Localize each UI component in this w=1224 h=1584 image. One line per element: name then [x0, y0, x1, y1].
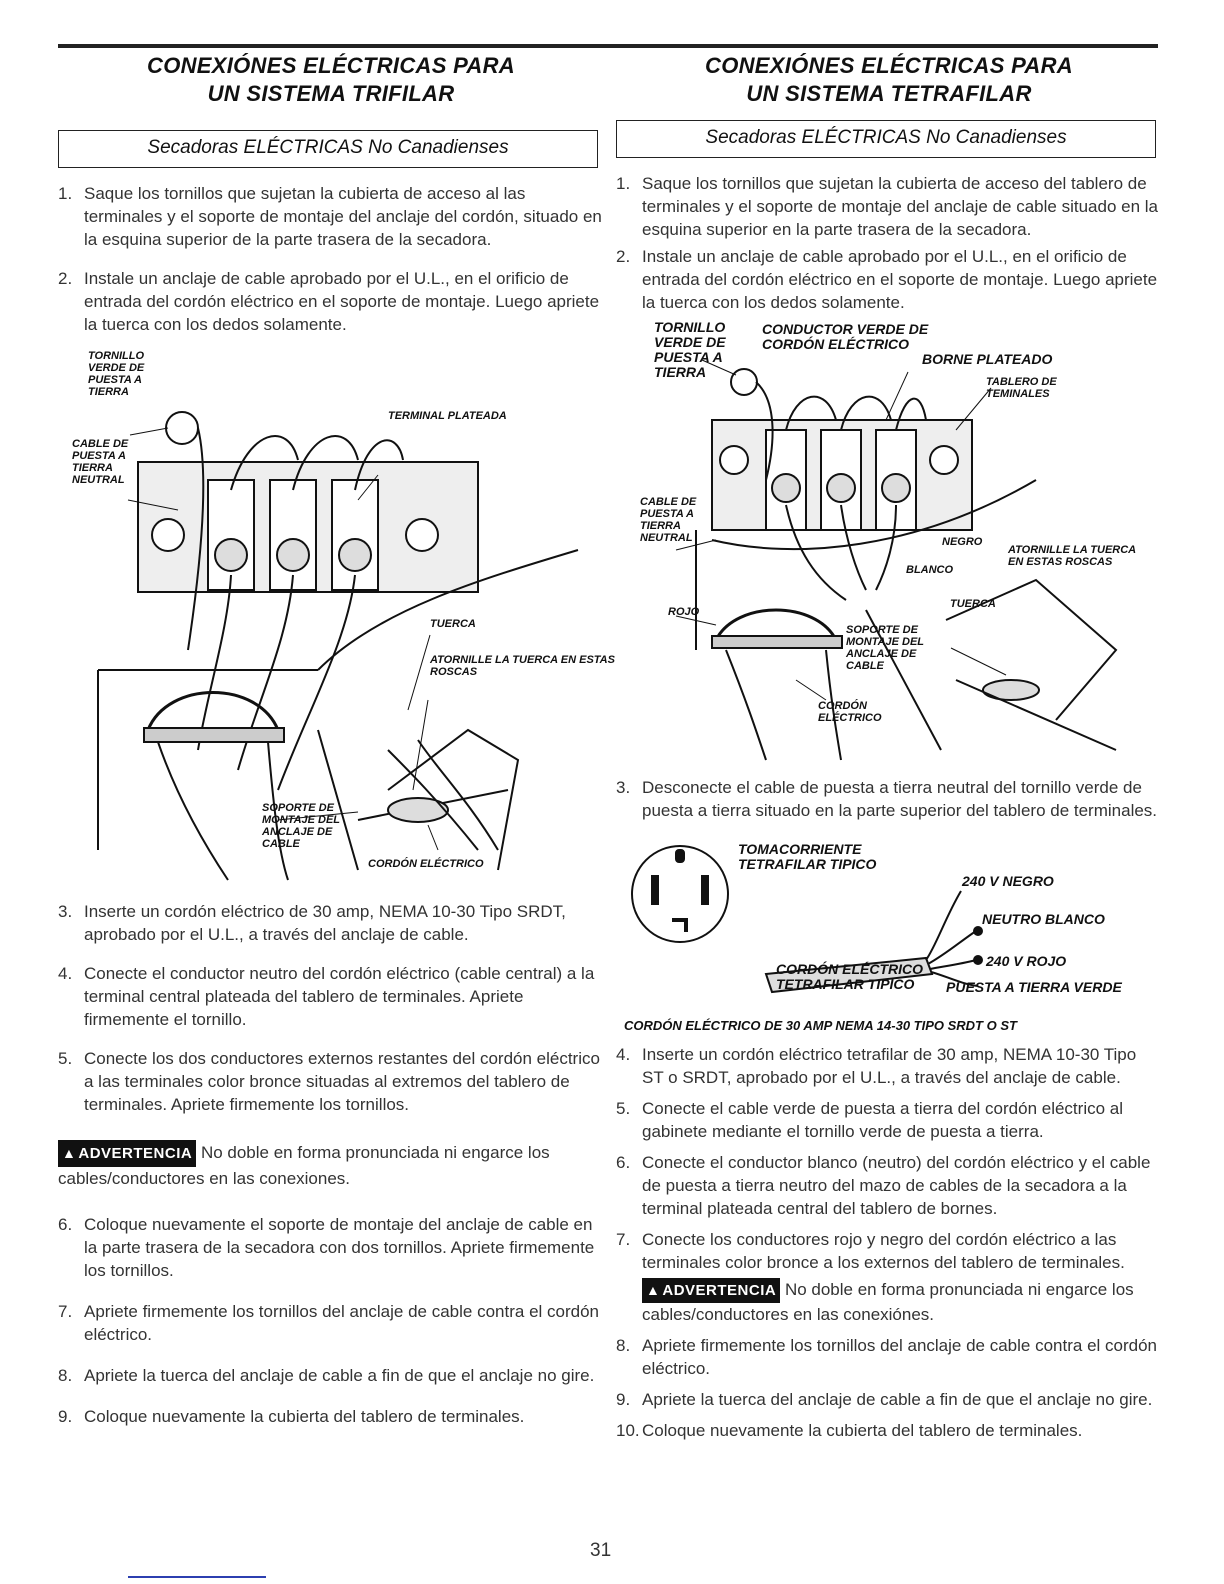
cord-caption: CORDÓN ELÉCTRICO DE 30 AMP NEMA 14-30 TIPO SRDT O ST: [624, 1018, 1017, 1033]
right-steps-3: [616, 776, 1162, 822]
outlet-label: TOMACORRIENTE TETRAFILAR TIPICO: [738, 841, 877, 872]
right-label-nut: TUERCA: [950, 598, 996, 610]
outlet-label-cord: CORDÓN ELÉCTRICO TETRAFILAR TIPICO: [776, 961, 923, 992]
right-label-silver-post: BORNE PLATEADO: [922, 351, 1053, 367]
left-step-5: 5. Conecte los dos conductores externos restantes del cordón eléctrico a las terminales color bronce situadas al extremos del tablero de terminales. Apriete firmemente los tornillos.: [58, 1049, 600, 1114]
left-warning-text: No doble en forma pronunciada ni engarce los cables/conductores en las conexiones.: [58, 1143, 550, 1188]
right-step-2: 2. Instale un anclaje de cable aprobado por el U.L., en el orificio de entrada del cordón eléctrico en el soporte de montaje. Luego apriete la tuerca con los dedos solamente.: [616, 247, 1158, 312]
left-steps-a: [58, 182, 604, 336]
right-subtitle: Secadoras ELÉCTRICAS No Canadienses: [705, 127, 1067, 148]
page-number: 31: [590, 1540, 612, 1561]
left-step-9: 9. Coloque nuevamente la cubierta del tablero de terminales.: [58, 1407, 525, 1426]
right-steps-b: [616, 1043, 1162, 1274]
right-label-black: NEGRO: [942, 536, 983, 548]
outlet-label-240-black: 240 V NEGRO: [962, 873, 1054, 889]
right-warning: [616, 1278, 1162, 1326]
right-step-10: 10. Coloque nuevamente la cubierta del tablero de terminales.: [616, 1421, 1083, 1440]
right-warning-text: No doble en forma pronunciada ni engarce los cables/conductores en las conexiónes.: [642, 1280, 1134, 1324]
right-label-ground-screw: TORNILLO VERDE DE PUESTA A TIERRA: [654, 319, 726, 380]
right-step-4: 4. Inserte un cordón eléctrico tetrafilar de 30 amp, NEMA 10-30 Tipo ST o SRDT, aprobado por el U.L., a través del anclaje de cable.: [616, 1045, 1137, 1087]
left-subtitle-box: [58, 130, 598, 168]
right-title-line1: CONEXIÓNES ELÉCTRICAS PARA: [705, 53, 1073, 78]
left-wiring-diagram: [58, 350, 615, 890]
outlet-label-neutral-white: NEUTRO BLANCO: [982, 911, 1105, 927]
right-title-line2: UN SISTEMA TETRAFILAR: [746, 81, 1032, 106]
right-step-6: 6. Conecte el conductor blanco (neutro) del cordón eléctrico y el cable de puesta a tierra neutro del mazo de cables de la secadora a la terminal plateada central del tablero de bornes.: [616, 1153, 1151, 1218]
left-subtitle: Secadoras ELÉCTRICAS No Canadienses: [147, 137, 509, 158]
right-label-cord: CORDÓN ELÉCTRICO: [818, 700, 882, 724]
right-wiring-diagram: [616, 320, 1162, 776]
left-steps-c: [58, 1213, 604, 1428]
right-step-9: 9. Apriete la tuerca del anclaje de cable a fin de que el anclaje no gire.: [616, 1390, 1153, 1409]
right-label-terminal-board: TABLERO DE TEMINALES: [986, 376, 1057, 400]
right-step-8: 8. Apriete firmemente los tornillos del anclaje de cable contra el cordón eléctrico.: [616, 1336, 1157, 1378]
right-label-tighten: ATORNILLE LA TUERCA EN ESTAS ROSCAS: [1008, 544, 1136, 568]
right-column: [616, 52, 1162, 1442]
left-step-3: 3. Inserte un cordón eléctrico de 30 amp, NEMA 10-30 Tipo SRDT, aprobado por el U.L., a través del anclaje de cable.: [58, 902, 566, 944]
right-label-green-conductor: CONDUCTOR VERDE DE CORDÓN ELÉCTRICO: [762, 321, 929, 352]
left-warning-badge: ▲ ADVERTENCIA: [58, 1140, 196, 1167]
right-subtitle-box: [616, 120, 1156, 158]
left-steps-b: [58, 900, 604, 1116]
left-step-7: 7. Apriete firmemente los tornillos del anclaje de cable contra el cordón eléctrico.: [58, 1302, 599, 1344]
left-step-6: 6. Coloque nuevamente el soporte de montaje del anclaje de cable en la parte trasera de la secadora con dos tornillos. Apriete firmemente los tornillos.: [58, 1215, 595, 1280]
left-step-2: 2. Instale un anclaje de cable aprobado por el U.L., en el orificio de entrada del cordón eléctrico en el soporte de montaje. Luego apriete la tuerca con los dedos solamente.: [58, 269, 600, 334]
outlet-label-240-red: 240 V ROJO: [986, 953, 1067, 969]
left-step-8: 8. Apriete la tuerca del anclaje de cable a fin de que el anclaje no gire.: [58, 1366, 595, 1385]
warning-triangle-icon: ▲: [646, 1282, 661, 1298]
left-label-nut: TUERCA: [430, 618, 476, 630]
left-step-1: 1. Saque los tornillos que sujetan la cubierta de acceso al las terminales y el soporte de montaje del anclaje del cordón, situado en la esquina superior de la parte trasera de la secadora.: [58, 184, 602, 249]
right-label-ground-cable: CABLE DE PUESTA A TIERRA NEUTRAL: [640, 496, 697, 544]
left-warning: [58, 1140, 604, 1191]
right-label-red: ROJO: [668, 606, 700, 618]
right-label-bracket: SOPORTE DE MONTAJE DEL ANCLAJE DE CABLE: [846, 624, 924, 672]
outlet-label-ground-green: PUESTA A TIERRA VERDE: [946, 979, 1122, 995]
right-step-3: 3. Desconecte el cable de puesta a tierra neutral del tornillo verde de puesta a tierra situado en la parte superior del tablero de terminales.: [616, 778, 1158, 820]
warning-triangle-icon: ▲: [62, 1145, 77, 1161]
left-column: [58, 52, 615, 1428]
top-rule: [58, 44, 1158, 48]
right-step-1: 1. Saque los tornillos que sujetan la cubierta de acceso del tablero de terminales y el soporte de montaje del anclaje de cable situado en la esquina superior en la parte trasera de la secadora.: [616, 174, 1158, 239]
footer-line: [128, 1576, 266, 1578]
left-title: [58, 52, 604, 108]
right-steps-c: [616, 1334, 1162, 1442]
left-label-silver-terminal: TERMINAL PLATEADA: [388, 410, 507, 422]
left-label-bracket: SOPORTE DE MONTAJE DEL ANCLAJE DE CABLE: [262, 802, 340, 850]
right-step-7: 7. Conecte los conductores rojo y negro del cordón eléctrico a las terminales color bronce a los externos del tablero de terminales.: [616, 1230, 1125, 1272]
left-label-cord: CORDÓN ELÉCTRICO: [368, 858, 484, 870]
left-step-4: 4. Conecte el conductor neutro del cordón eléctrico (cable central) a la terminal central plateada del tablero de terminales. Apriete firmemente el tornillo.: [58, 964, 595, 1029]
left-title-line1: CONEXIÓNES ELÉCTRICAS PARA: [147, 53, 515, 78]
right-step-5: 5. Conecte el cable verde de puesta a tierra del cordón eléctrico al gabinete mediante el tornillo verde de puesta a tierra.: [616, 1099, 1124, 1141]
right-warning-badge: ▲ ADVERTENCIA: [642, 1278, 780, 1303]
left-label-ground-cable: CABLE DE PUESTA A TIERRA NEUTRAL: [72, 438, 129, 486]
right-title: [616, 52, 1162, 108]
right-steps-a: [616, 172, 1162, 314]
left-label-tighten: ATORNILLE LA TUERCA EN ESTAS ROSCAS: [430, 654, 615, 678]
left-title-line2: UN SISTEMA TRIFILAR: [207, 81, 455, 106]
right-outlet-diagram: [616, 836, 1162, 1014]
left-label-ground-screw: TORNILLO VERDE DE PUESTA A TIERRA: [88, 350, 145, 398]
right-label-white: BLANCO: [906, 564, 954, 576]
